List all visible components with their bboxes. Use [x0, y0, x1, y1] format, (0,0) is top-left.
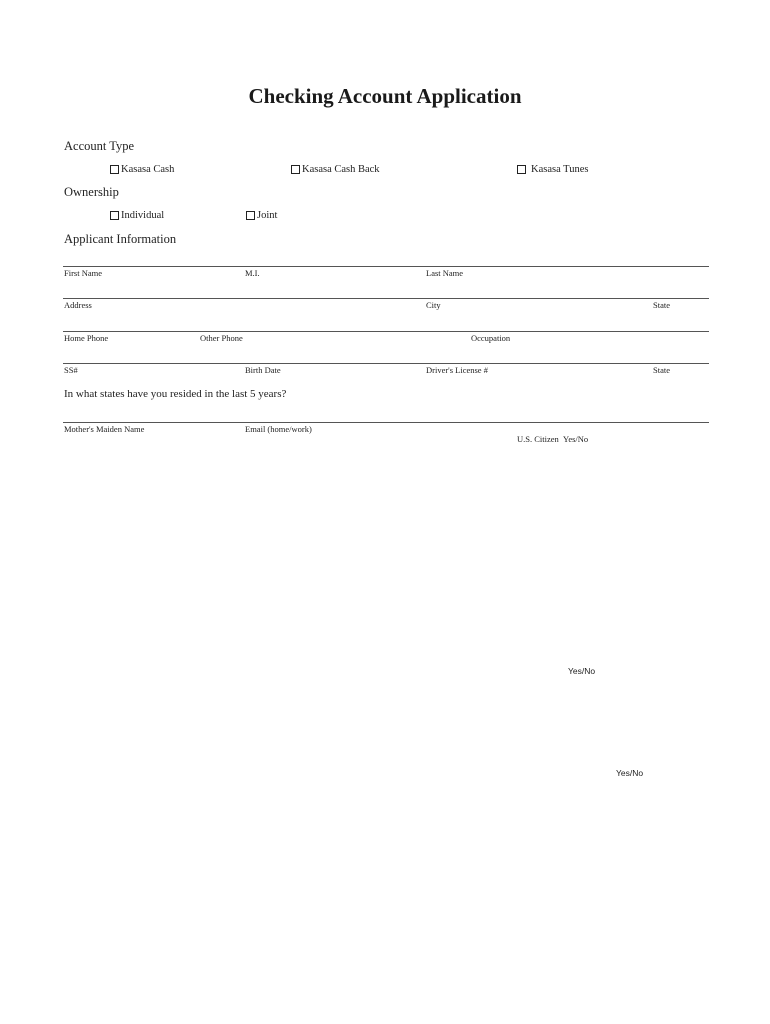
us-citizen-field [517, 434, 588, 444]
yes-no-choice-2[interactable]: Yes/No [616, 768, 644, 778]
kasasa-cash-checkbox[interactable] [110, 165, 119, 174]
ssn-label: SS# [64, 365, 78, 375]
drivers-license-label: Driver's License # [426, 365, 488, 375]
account-type-heading: Account Type [64, 139, 135, 153]
kasasa-tunes-label: Kasasa Tunes [531, 164, 589, 175]
kasasa-cash-option[interactable] [110, 164, 174, 175]
form-line [63, 331, 709, 332]
joint-checkbox[interactable] [246, 211, 255, 220]
form-line [63, 363, 709, 364]
yes-no-choice-1[interactable]: Yes/No [568, 666, 596, 676]
form-line [63, 298, 709, 299]
last-name-label: Last Name [426, 268, 464, 278]
mothers-maiden-name-label: Mother's Maiden Name [64, 424, 145, 434]
license-state-label: State [653, 365, 670, 375]
email-label: Email (home/work) [245, 424, 312, 434]
individual-checkbox[interactable] [110, 211, 119, 220]
individual-option[interactable] [110, 210, 164, 221]
individual-label: Individual [121, 210, 165, 221]
birth-date-label: Birth Date [245, 365, 281, 375]
us-citizen-choice[interactable]: Yes/No [563, 434, 589, 444]
home-phone-label: Home Phone [64, 333, 109, 343]
form-line [63, 422, 709, 423]
states-resided-question: In what states have you resided in the last 5 years? [64, 388, 287, 400]
ownership-heading: Ownership [64, 185, 119, 199]
kasasa-cash-back-label: Kasasa Cash Back [302, 164, 380, 175]
kasasa-cash-back-option[interactable] [291, 164, 380, 175]
address-label: Address [64, 300, 92, 310]
kasasa-tunes-option[interactable] [517, 164, 588, 175]
city-label: City [426, 300, 441, 310]
other-phone-label: Other Phone [200, 333, 243, 343]
middle-initial-label: M.I. [245, 268, 260, 278]
kasasa-cash-back-checkbox[interactable] [291, 165, 300, 174]
joint-label: Joint [257, 210, 278, 221]
joint-option[interactable] [246, 210, 277, 221]
first-name-label: First Name [64, 268, 103, 278]
occupation-label: Occupation [471, 333, 511, 343]
kasasa-cash-label: Kasasa Cash [121, 164, 175, 175]
applicant-info-heading: Applicant Information [64, 232, 177, 246]
state-label: State [653, 300, 670, 310]
page-title: Checking Account Application [248, 84, 522, 108]
form-line [63, 266, 709, 267]
us-citizen-label: U.S. Citizen [517, 434, 559, 444]
kasasa-tunes-checkbox[interactable] [517, 165, 526, 174]
